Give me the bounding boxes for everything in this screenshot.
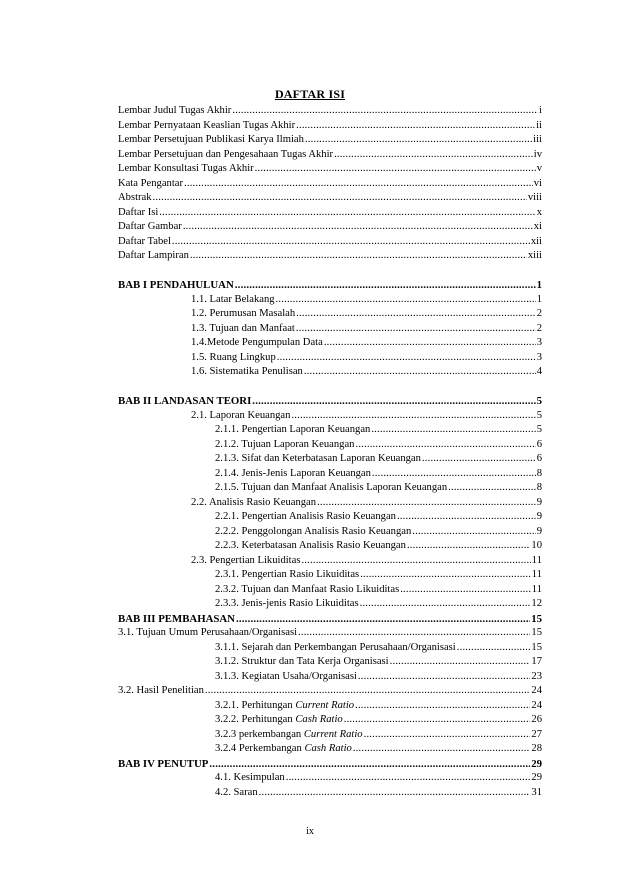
dot-leader: [190, 249, 527, 264]
toc-entry-label: 2.3.3. Jenis-jenis Rasio Likuiditas: [215, 598, 359, 609]
toc-entry: [118, 133, 542, 148]
dot-leader: [159, 206, 535, 221]
dot-leader: [235, 278, 536, 293]
toc-entry: [118, 786, 542, 801]
toc-entry-page: 5: [536, 424, 542, 435]
toc-entry-page: 9: [536, 511, 542, 522]
toc-entry-label: 2.1.2. Tujuan Laporan Keuangan: [215, 438, 355, 450]
toc-entry: [118, 322, 542, 337]
toc-entry-page: xi: [533, 221, 542, 232]
dot-leader: [259, 786, 531, 801]
toc-entry-label: Lembar Persetujuan Publikasi Karya Ilmiah: [118, 134, 304, 145]
toc-entry-label: 2.1.1. Pengertian Laporan Keuangan: [215, 424, 371, 435]
chapter-heading-label: BAB IV PENUTUP: [118, 757, 209, 770]
dot-leader: [360, 597, 531, 612]
toc-entry: [118, 177, 542, 192]
page-number: ix: [306, 826, 314, 837]
toc-entry-label: 3.1.3. Kegiatan Usaha/Organisasi: [215, 670, 357, 682]
dot-leader: [183, 220, 533, 235]
toc-entry: [118, 742, 542, 757]
toc-entry: [118, 771, 542, 786]
toc-entry-label-text: 3.2.2. Perhitungan: [215, 714, 296, 725]
toc-entry-page: 3: [536, 351, 542, 363]
toc-entry: [118, 365, 542, 380]
chapter-heading-label: BAB I PENDAHULUAN: [118, 279, 234, 291]
dot-leader: [355, 438, 535, 453]
dot-leader: [334, 148, 533, 163]
toc-entry: [118, 206, 542, 221]
dot-leader: [358, 670, 531, 685]
toc-entry: [118, 104, 542, 119]
chapter-heading: [118, 757, 542, 772]
toc-entry-label-text: 3.2.3 perkembangan: [215, 728, 304, 740]
toc-entry: [118, 235, 542, 250]
toc-entry-label: 1.2. Perumusan Masalah: [191, 308, 296, 319]
toc-entry-page: 4: [536, 366, 542, 377]
dot-leader: [448, 481, 536, 496]
dot-leader: [372, 467, 536, 482]
toc-entry-page: 24: [531, 699, 542, 711]
toc-entry: [118, 496, 542, 511]
page-title: DAFTAR ISI: [274, 87, 346, 101]
toc-entry: [118, 452, 542, 467]
dot-leader: [232, 104, 538, 119]
dot-leader: [205, 684, 530, 699]
toc-entry: [118, 670, 542, 685]
toc-entry-label: 4.2. Saran: [215, 786, 258, 798]
toc-entry-label: [215, 713, 343, 728]
toc-entry: [118, 409, 542, 424]
toc-entry-label: 2.1.5. Tujuan dan Manfaat Analisis Laporan Keuangan: [215, 482, 448, 493]
toc-entry: [118, 162, 542, 177]
toc-entry-label: 2.2. Analisis Rasio Keuangan: [191, 496, 317, 508]
dot-leader: [344, 713, 531, 728]
dot-leader: [277, 351, 536, 366]
dot-leader: [252, 394, 535, 409]
dot-leader: [324, 336, 536, 351]
dot-leader: [457, 641, 531, 656]
toc-entry: [118, 684, 542, 699]
toc-entry-page: 15: [531, 627, 542, 638]
toc-entry: [118, 525, 542, 540]
toc-entry-label: 2.2.1. Pengertian Analisis Rasio Keuangan: [215, 511, 396, 522]
dot-leader: [407, 539, 530, 554]
toc-entry-label: 3.1. Tujuan Umum Perusahaan/Organisasi: [118, 627, 298, 638]
dot-leader: [298, 626, 530, 641]
toc-entry: [118, 539, 542, 554]
toc-entry-label: 2.2.3. Keterbatasan Analisis Rasio Keuangan: [215, 540, 406, 551]
toc-entry-label: [215, 699, 354, 714]
toc-entry: [118, 336, 542, 351]
dot-leader: [304, 365, 536, 380]
dot-leader: [305, 133, 532, 148]
toc-entry-page: 9: [536, 525, 542, 537]
toc-entry-page: xii: [530, 235, 542, 247]
toc-entry-page: 12: [531, 598, 542, 609]
dot-leader: [286, 771, 531, 786]
toc-entry-page: 11: [531, 569, 542, 580]
chapter-heading: [118, 394, 542, 409]
toc-entry: [118, 423, 542, 438]
dot-leader: [236, 612, 530, 627]
toc-entry-label: 1.4.Metode Pengumpulan Data: [191, 337, 323, 348]
chapter-heading-label: BAB III PEMBAHASAN: [118, 612, 235, 625]
chapter-heading-page: 5: [536, 395, 542, 407]
toc-entry-page: 5: [536, 409, 542, 421]
toc-entry-page: 10: [531, 540, 542, 551]
toc-entry-label: 3.1.2. Struktur dan Tata Kerja Organisasi: [215, 656, 389, 667]
toc-entry-label: 1.5. Ruang Lingkup: [191, 351, 276, 363]
toc-entry-label-term: Cash Ratio: [304, 743, 352, 754]
toc-entry: [118, 728, 542, 743]
section-gap: [118, 380, 542, 395]
toc-entry: [118, 148, 542, 163]
toc-entry-page: vi: [533, 177, 542, 189]
toc-entry-label: Daftar Lampiran: [118, 250, 189, 261]
section-gap: [118, 264, 542, 279]
chapter-heading-page: 29: [531, 757, 542, 770]
dot-leader: [291, 409, 535, 424]
toc-entry: [118, 293, 542, 308]
chapter-heading: [118, 612, 542, 627]
dot-leader: [276, 293, 536, 308]
toc-entry-label-term: Current Ratio: [295, 699, 355, 711]
toc-entry-label-text: 3.2.1. Perhitungan: [215, 699, 296, 711]
toc-entry-page: 8: [536, 467, 542, 479]
dot-leader: [364, 728, 531, 743]
toc-entry-page: 23: [531, 670, 542, 682]
dot-leader: [422, 452, 536, 467]
toc-entry: [118, 351, 542, 366]
toc-entry-label: Kata Pengantar: [118, 177, 184, 189]
toc-entry-label: 2.3. Pengertian Likuiditas: [191, 554, 301, 566]
toc-entry-label: 2.1. Laporan Keuangan: [191, 409, 291, 421]
toc-entry-page: i: [539, 105, 542, 116]
dot-leader: [301, 554, 530, 569]
toc-entry-page: 24: [531, 685, 542, 696]
toc-entry: [118, 597, 542, 612]
toc-entry-page: iv: [533, 148, 542, 160]
toc-entry-page: 29: [531, 772, 542, 783]
toc-entry-label: 1.1. Latar Belakang: [191, 293, 275, 305]
toc-entry: [118, 307, 542, 322]
toc-entry-page: 8: [536, 482, 542, 493]
toc-entry-page: 11: [531, 554, 542, 566]
toc-entry-page: 9: [536, 496, 542, 508]
toc-entry-page: 27: [531, 728, 542, 740]
table-of-contents: [118, 104, 542, 800]
dot-leader: [153, 191, 527, 206]
dot-leader: [172, 235, 530, 250]
dot-leader: [255, 162, 536, 177]
toc-entry-label: Lembar Judul Tugas Akhir: [118, 105, 232, 116]
toc-entry-page: 2: [536, 322, 542, 334]
toc-entry: [118, 438, 542, 453]
toc-entry-page: 6: [536, 438, 542, 450]
toc-entry-label: 2.2.2. Penggolongan Analisis Rasio Keuangan: [215, 525, 412, 537]
dot-leader: [296, 322, 536, 337]
toc-entry-page: 31: [531, 786, 542, 798]
toc-entry-page: 2: [536, 308, 542, 319]
dot-leader: [184, 177, 533, 192]
dot-leader: [390, 655, 531, 670]
toc-entry: [118, 119, 542, 134]
toc-entry-label: 3.2. Hasil Penelitian: [118, 685, 204, 696]
dot-leader: [355, 699, 530, 714]
chapter-heading-label: BAB II LANDASAN TEORI: [118, 395, 252, 407]
toc-entry-page: iii: [533, 134, 542, 145]
toc-entry-label: 3.1.1. Sejarah dan Perkembangan Perusahaan/Organisasi: [215, 641, 456, 653]
toc-entry-label: [215, 742, 352, 757]
toc-entry-label: Lembar Pernyataan Keaslian Tugas Akhir: [118, 119, 296, 131]
toc-entry-label: 2.3.2. Tujuan dan Manfaat Rasio Likuiditas: [215, 583, 400, 595]
toc-entry-page: ii: [536, 119, 542, 131]
toc-entry-label: 4.1. Kesimpulan: [215, 772, 285, 783]
toc-entry-label: Lembar Konsultasi Tugas Akhir: [118, 163, 254, 174]
toc-entry: [118, 467, 542, 482]
toc-entry: [118, 249, 542, 264]
toc-entry-label: [215, 728, 363, 743]
toc-entry: [118, 713, 542, 728]
dot-leader: [209, 757, 530, 772]
toc-entry: [118, 655, 542, 670]
chapter-heading-page: 1: [536, 279, 542, 291]
chapter-heading: [118, 278, 542, 293]
toc-entry-page: xiii: [527, 250, 542, 261]
toc-entry: [118, 191, 542, 206]
toc-entry-page: 11: [531, 583, 542, 595]
toc-entry: [118, 583, 542, 598]
toc-entry-label: Abstrak: [118, 192, 152, 203]
toc-entry-label: Daftar Isi: [118, 206, 159, 218]
dot-leader: [400, 583, 531, 598]
toc-entry-page: v: [536, 163, 542, 174]
dot-leader: [360, 568, 531, 583]
chapter-heading-page: 15: [531, 612, 542, 625]
toc-entry-label-term: Cash Ratio: [295, 714, 343, 725]
toc-entry-label-term: Current Ratio: [303, 728, 363, 740]
toc-entry: [118, 568, 542, 583]
toc-entry-label: Daftar Tabel: [118, 235, 171, 247]
toc-entry-page: 17: [531, 656, 542, 667]
toc-entry-page: 28: [531, 743, 542, 754]
toc-entry-page: 26: [531, 714, 542, 725]
toc-entry-page: viii: [527, 192, 542, 203]
toc-entry-label: 2.1.3. Sifat dan Keterbatasan Laporan Keuangan: [215, 453, 421, 464]
toc-entry: [118, 641, 542, 656]
dot-leader: [397, 510, 536, 525]
dot-leader: [296, 307, 536, 322]
toc-entry-page: 1: [536, 293, 542, 305]
toc-entry: [118, 626, 542, 641]
toc-entry-label: 1.6. Sistematika Penulisan: [191, 366, 303, 377]
toc-entry: [118, 699, 542, 714]
dot-leader: [412, 525, 535, 540]
toc-entry: [118, 554, 542, 569]
toc-entry-page: 15: [531, 641, 542, 653]
toc-entry-label: 2.1.4. Jenis-Jenis Laporan Keuangan: [215, 467, 371, 479]
toc-entry-label: 1.3. Tujuan dan Manfaat: [191, 322, 295, 334]
toc-entry-label: Lembar Persetujuan dan Pengesahaan Tugas Akhir: [118, 148, 334, 160]
dot-leader: [317, 496, 536, 511]
dot-leader: [296, 119, 535, 134]
toc-entry-page: 3: [536, 337, 542, 348]
toc-entry: [118, 481, 542, 496]
toc-entry-label: 2.3.1. Pengertian Rasio Likuiditas: [215, 569, 360, 580]
toc-entry-label-text: 3.2.4 Perkembangan: [215, 743, 305, 754]
toc-entry-page: x: [536, 206, 542, 218]
toc-entry-label: Daftar Gambar: [118, 221, 182, 232]
toc-entry-page: 6: [536, 453, 542, 464]
toc-entry: [118, 220, 542, 235]
dot-leader: [353, 742, 531, 757]
toc-entry: [118, 510, 542, 525]
dot-leader: [371, 423, 535, 438]
